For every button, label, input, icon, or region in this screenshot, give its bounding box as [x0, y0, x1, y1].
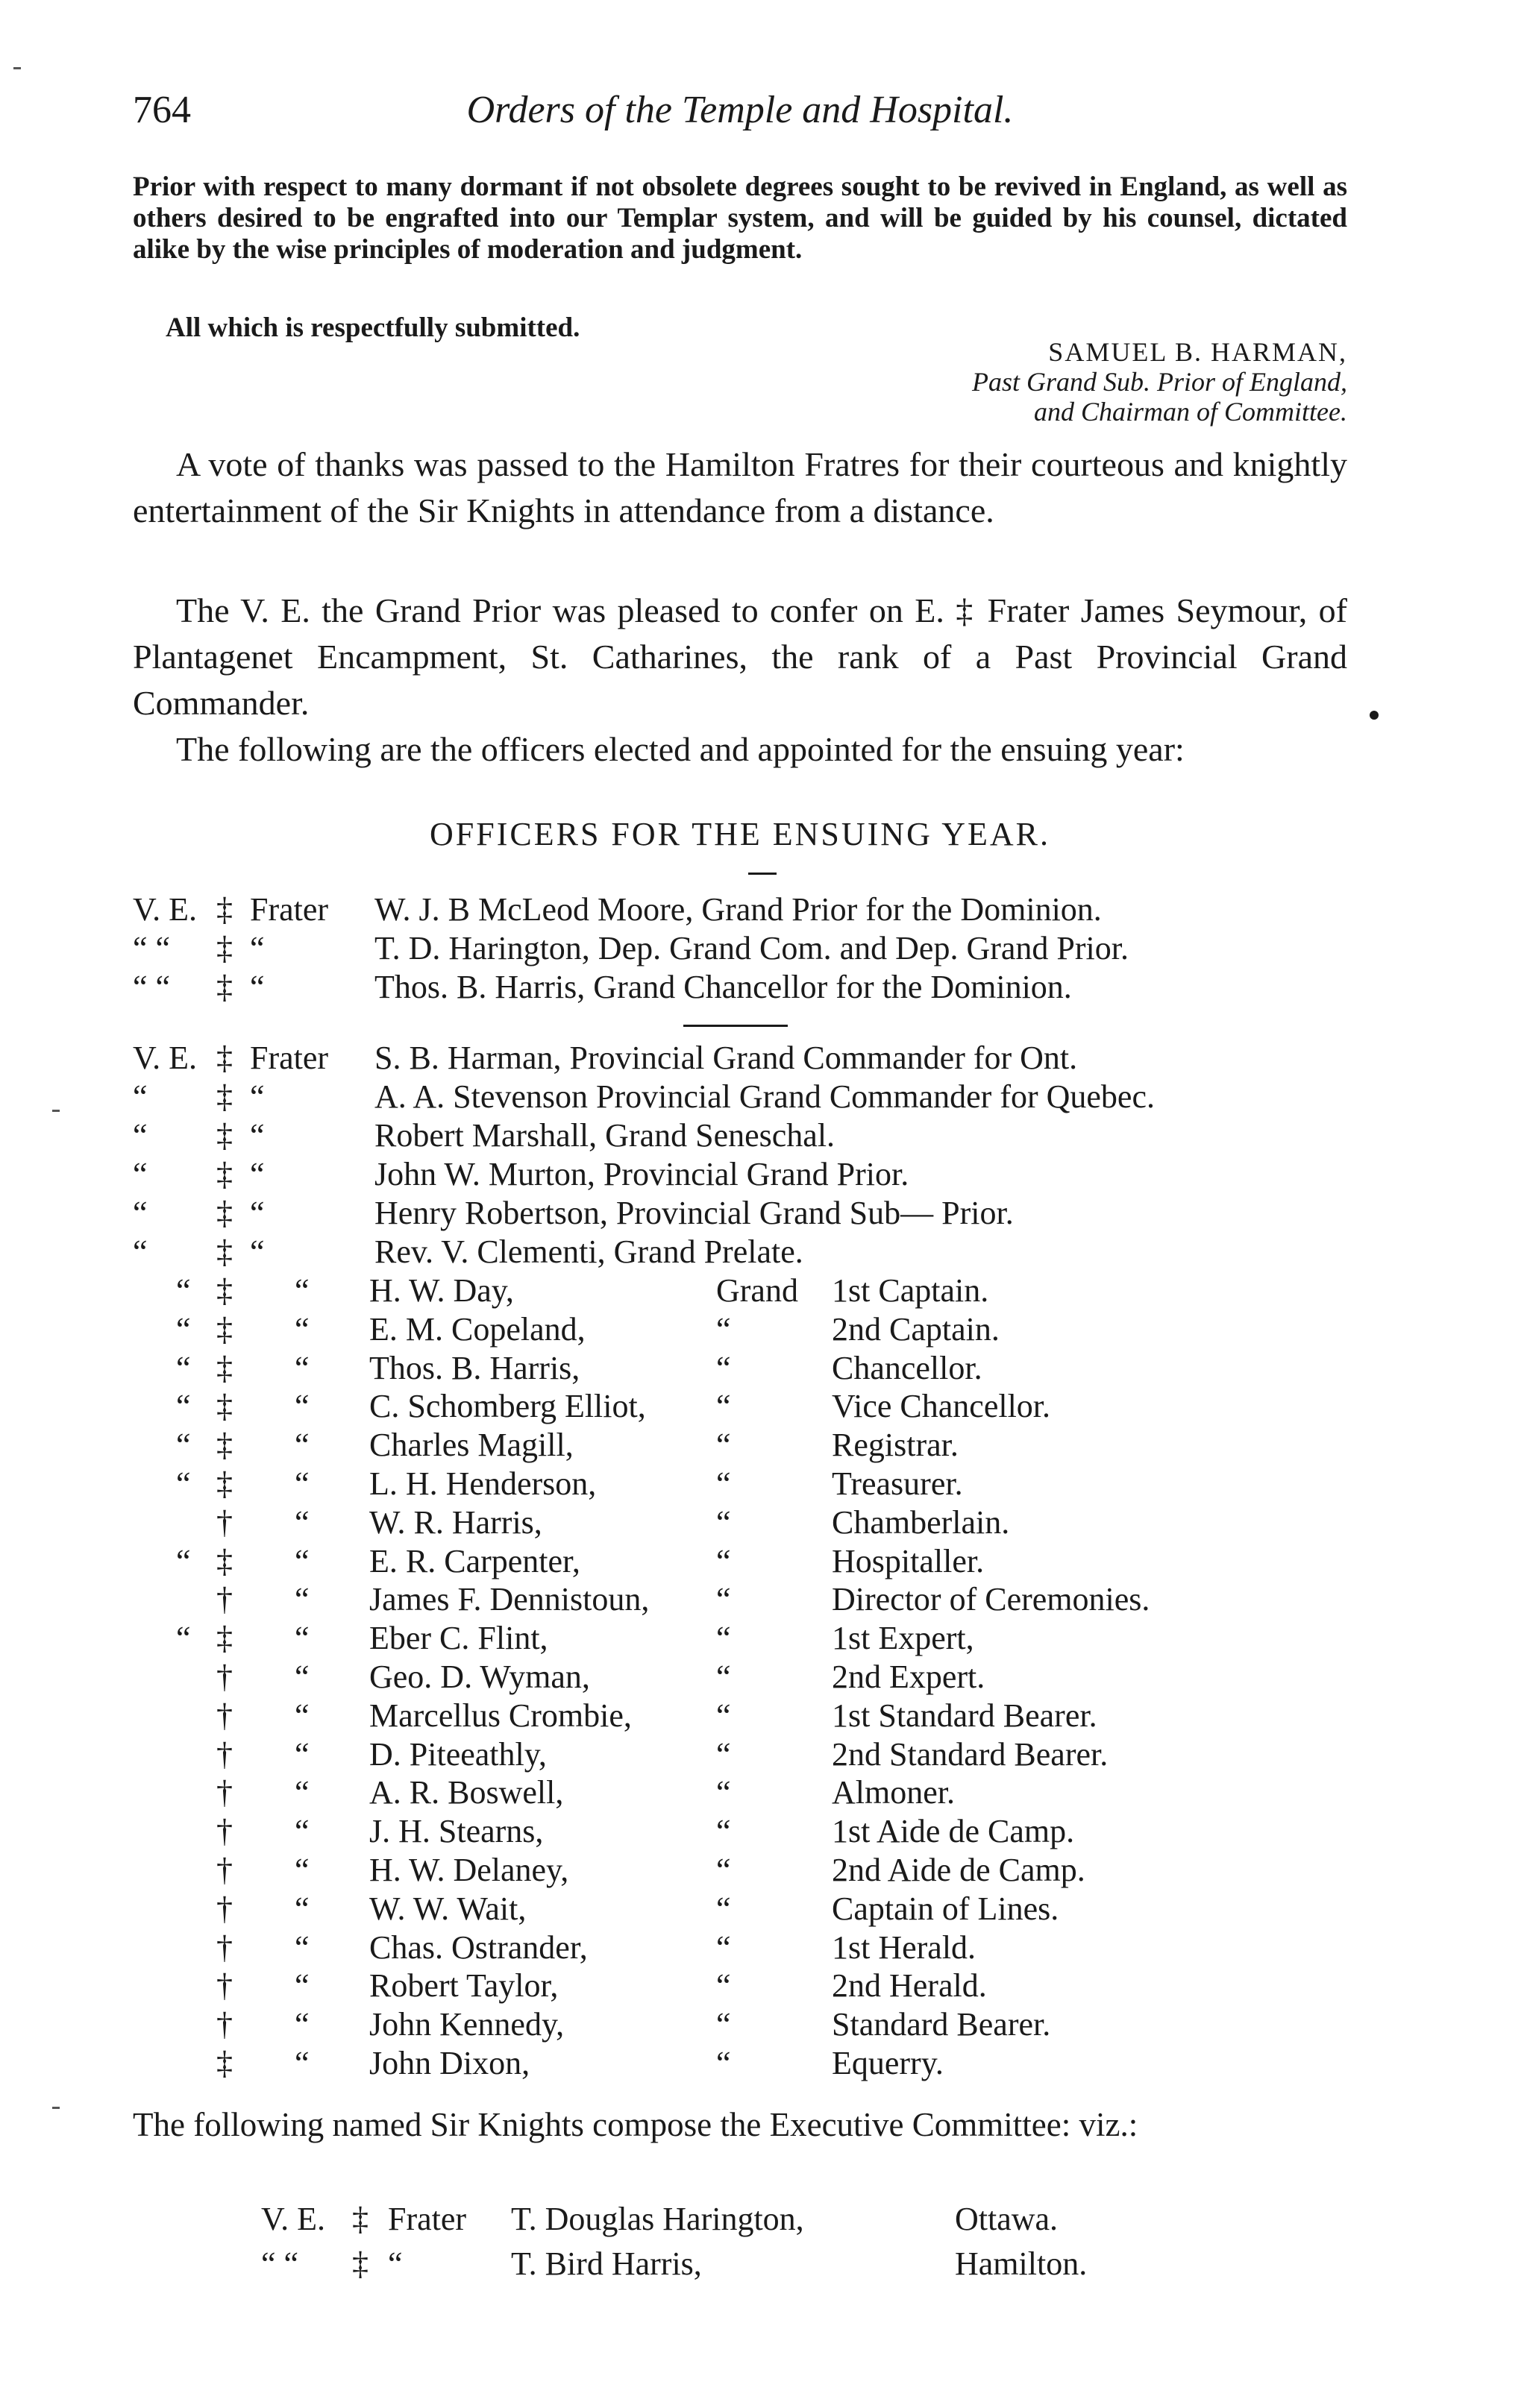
frater-label: “ — [295, 1813, 310, 1850]
frater-label: “ — [250, 969, 265, 1005]
officer-name: A. R. Boswell, — [369, 1774, 564, 1811]
honorific: “ — [176, 1349, 191, 1386]
member-place: Ottawa. — [955, 2201, 1059, 2237]
list-item — [0, 1619, 1530, 1658]
office-title: Vice Chancellor. — [832, 1388, 1051, 1425]
cross-mark: ‡ — [216, 969, 233, 1005]
frater-label: “ — [295, 1735, 310, 1773]
ditto-mark: “ — [716, 1852, 731, 1888]
cross-mark: † — [216, 1928, 233, 1966]
officer-name: Henry Robertson, Provincial Grand Sub— Prior. — [374, 1195, 1014, 1231]
office-title: Chamberlain. — [832, 1503, 1010, 1541]
section-heading: OFFICERS FOR THE ENSUING YEAR. — [430, 816, 1050, 852]
cross-mark: † — [216, 1503, 233, 1541]
list-item — [0, 1851, 1530, 1890]
list-item — [0, 1928, 1530, 1967]
list-item — [0, 1465, 1530, 1503]
officer-name: Rev. V. Clementi, Grand Prelate. — [374, 1233, 803, 1270]
honorific: “ — [176, 1542, 191, 1579]
cross-mark: † — [216, 1659, 233, 1695]
officer-name: W. W. Wait, — [369, 1890, 527, 1927]
officer-name: S. B. Harman, Provincial Grand Commander for Ont. — [374, 1040, 1078, 1076]
signatory-role: and Chairman of Committee. — [1034, 397, 1347, 427]
list-item — [0, 1155, 1530, 1194]
ditto-mark: “ — [716, 1659, 731, 1695]
cross-mark: † — [216, 1852, 233, 1888]
officer-name: Thos. B. Harris, Grand Chancellor for the Dominion. — [374, 969, 1072, 1005]
ditto-mark: “ — [716, 1967, 731, 2005]
office-title: Almoner. — [832, 1774, 955, 1811]
office-title: Treasurer. — [832, 1465, 963, 1502]
ditto-mark: “ — [716, 1928, 731, 1966]
ditto-mark: “ — [716, 1890, 731, 1927]
list-item — [0, 1658, 1530, 1697]
frater-label: “ — [295, 1310, 310, 1348]
page-header — [133, 88, 1347, 148]
frater-label: “ — [295, 1774, 310, 1811]
officer-name: A. A. Stevenson Provincial Grand Commander for Quebec. — [374, 1078, 1155, 1115]
officer-name: E. M. Copeland, — [369, 1310, 586, 1348]
cross-mark: ‡ — [216, 1233, 233, 1270]
print-speck — [1370, 711, 1379, 720]
frater-label: “ — [295, 1659, 310, 1695]
frater-label: “ — [295, 2006, 310, 2043]
frater-label: “ — [388, 2245, 403, 2282]
frater-label: “ — [295, 1272, 310, 1309]
honorific: “ “ — [261, 2245, 299, 2282]
list-item — [0, 2005, 1530, 2044]
ditto-mark: “ — [716, 2045, 731, 2081]
office-title: Hospitaller. — [832, 1542, 985, 1579]
honorific: “ — [176, 1272, 191, 1309]
cross-mark: ‡ — [216, 1078, 233, 1115]
officer-name: Robert Marshall, Grand Seneschal. — [374, 1117, 835, 1154]
officer-name: John W. Murton, Provincial Grand Prior. — [374, 1156, 909, 1192]
cross-mark: ‡ — [216, 1310, 233, 1348]
frater-label: “ — [295, 1890, 310, 1927]
list-item — [0, 1812, 1530, 1851]
frater-label: “ — [250, 1078, 265, 1115]
office-title: Chancellor. — [832, 1349, 982, 1386]
list-item — [0, 1735, 1530, 1774]
list-item — [0, 1426, 1530, 1465]
frater-label: “ — [295, 1388, 310, 1425]
list-item — [0, 968, 1530, 1007]
list-item — [0, 1078, 1530, 1116]
cross-mark: ‡ — [352, 2245, 369, 2282]
cross-mark: ‡ — [216, 1427, 233, 1464]
frater-label: “ — [295, 1503, 310, 1541]
frater-label: “ — [250, 1156, 265, 1192]
cross-mark: † — [216, 1967, 233, 2005]
cross-mark: † — [216, 2006, 233, 2043]
ditto-mark: “ — [716, 1735, 731, 1773]
office-title: 1st Herald. — [832, 1928, 976, 1966]
office-title: 2nd Expert. — [832, 1659, 985, 1695]
list-item — [0, 1271, 1530, 1310]
cross-mark: ‡ — [216, 1465, 233, 1502]
margin-mark — [52, 2107, 60, 2109]
continued-paragraph: Prior with respect to many dormant if not obsolete degrees sought to be revived in England, as well as others desired to be engrafted into our Templar system, and will be guided by his counsel, dictated alike by the wise principles of moderation and judgment. — [133, 172, 1347, 265]
cross-mark: ‡ — [216, 1388, 233, 1425]
frater-label: “ — [295, 1581, 310, 1618]
honorific: “ — [176, 1465, 191, 1502]
signatory-name: SAMUEL B. HARMAN, — [1048, 337, 1347, 367]
member-name: T. Douglas Harington, — [511, 2201, 804, 2237]
honorific: “ — [176, 1388, 191, 1425]
office-title: Director of Ceremonies. — [832, 1581, 1150, 1618]
office-title: Captain of Lines. — [832, 1890, 1059, 1927]
honorific: V. E. — [133, 891, 197, 928]
cross-mark: † — [216, 1735, 233, 1773]
frater-label: “ — [250, 930, 265, 966]
officer-name: Chas. Ostrander, — [369, 1928, 588, 1966]
list-item — [0, 1542, 1530, 1581]
frater-label: “ — [250, 1117, 265, 1154]
officer-name: H. W. Day, — [369, 1272, 514, 1309]
ditto-mark: “ — [716, 1465, 731, 1502]
frater-label: Frater — [250, 891, 329, 928]
list-item — [0, 1773, 1530, 1812]
divider-rule — [683, 1025, 788, 1027]
frater-label: “ — [295, 1465, 310, 1502]
cross-mark: ‡ — [216, 930, 233, 966]
honorific: “ “ — [133, 930, 171, 966]
office-title: Registrar. — [832, 1427, 959, 1464]
list-item — [0, 890, 1530, 929]
list-item — [0, 1194, 1530, 1233]
list-item — [0, 1387, 1530, 1426]
honorific: “ — [176, 1427, 191, 1464]
following-paragraph: The following are the officers elected and appointed for the ensuing year: — [176, 730, 1185, 768]
page-number: 764 — [133, 89, 191, 131]
list-item — [0, 1310, 1530, 1349]
cross-mark: ‡ — [216, 1272, 233, 1309]
cross-mark: ‡ — [352, 2201, 369, 2237]
cross-mark: ‡ — [216, 1542, 233, 1579]
officer-name: Thos. B. Harris, — [369, 1349, 580, 1386]
ditto-mark: “ — [716, 1427, 731, 1464]
short-rule — [748, 873, 777, 875]
ditto-mark: “ — [716, 2006, 731, 2043]
member-place: Hamilton. — [955, 2245, 1088, 2282]
officer-name: Marcellus Crombie, — [369, 1697, 632, 1734]
ditto-mark: “ — [716, 1542, 731, 1579]
rank-paragraph: The V. E. the Grand Prior was pleased to confer on E. ‡ Frater James Seymour, of Plantagenet Encampment, St. Catharines, the rank of a Past Provincial Grand Commander. — [133, 591, 1347, 722]
margin-mark — [52, 1110, 60, 1112]
ditto-mark: “ — [716, 1581, 731, 1618]
office-title: Equerry. — [832, 2045, 944, 2081]
honorific: “ — [133, 1078, 148, 1115]
cross-mark: ‡ — [216, 891, 233, 928]
cross-mark: † — [216, 1774, 233, 1811]
member-name: T. Bird Harris, — [511, 2245, 702, 2282]
honorific: V. E. — [133, 1040, 197, 1076]
ditto-mark: “ — [716, 1349, 731, 1386]
signatory-title: Past Grand Sub. Prior of England, — [971, 367, 1347, 397]
honorific: “ — [176, 1620, 191, 1657]
officer-name: Geo. D. Wyman, — [369, 1659, 590, 1695]
office-title: 2nd Standard Bearer. — [832, 1735, 1109, 1773]
ditto-mark: Grand — [716, 1272, 798, 1309]
cross-mark: ‡ — [216, 1195, 233, 1231]
list-item — [0, 1967, 1530, 2005]
officer-name: D. Piteeathly, — [369, 1735, 547, 1773]
honorific: V. E. — [261, 2201, 325, 2237]
running-title: Orders of the Temple and Hospital. — [466, 89, 1014, 131]
honorific: “ — [176, 1310, 191, 1348]
ditto-mark: “ — [716, 1697, 731, 1734]
list-item — [0, 1580, 1530, 1619]
list-item — [0, 1349, 1530, 1388]
cross-mark: † — [216, 1581, 233, 1618]
cross-mark: ‡ — [216, 1040, 233, 1076]
list-item — [0, 1503, 1530, 1542]
office-title: 1st Aide de Camp. — [832, 1813, 1075, 1850]
ditto-mark: “ — [716, 1774, 731, 1811]
officer-name: Charles Magill, — [369, 1427, 574, 1464]
frater-label: “ — [295, 1427, 310, 1464]
ditto-mark: “ — [716, 1813, 731, 1850]
officer-name: H. W. Delaney, — [369, 1852, 569, 1888]
office-title: Standard Bearer. — [832, 2006, 1051, 2043]
office-title: 1st Expert, — [832, 1620, 974, 1657]
office-title: 2nd Herald. — [832, 1967, 987, 2005]
frater-label: “ — [295, 1967, 310, 2005]
cross-mark: † — [216, 1697, 233, 1734]
officer-name: Eber C. Flint, — [369, 1620, 548, 1657]
office-title: 2nd Aide de Camp. — [832, 1852, 1085, 1888]
honorific: “ — [133, 1117, 148, 1154]
officer-name: W. R. Harris, — [369, 1503, 542, 1541]
submitted-line: All which is respectfully submitted. — [166, 312, 580, 343]
office-title: 1st Captain. — [832, 1272, 989, 1309]
margin-mark — [13, 67, 21, 69]
frater-label: “ — [295, 1697, 310, 1734]
cross-mark: ‡ — [216, 1620, 233, 1657]
officer-name: E. R. Carpenter, — [369, 1542, 580, 1579]
thanks-paragraph: A vote of thanks was passed to the Hamilton Fratres for their courteous and knightly entertainment of the Sir Knights in attendance from a distance. — [133, 445, 1347, 529]
officer-name: C. Schomberg Elliot, — [369, 1388, 646, 1425]
honorific: “ — [133, 1156, 148, 1192]
list-item — [0, 2200, 1530, 2239]
list-item — [0, 1890, 1530, 1928]
office-title: 2nd Captain. — [832, 1310, 1000, 1348]
frater-label: “ — [250, 1195, 265, 1231]
signature-block — [972, 337, 1347, 427]
officer-name: John Dixon, — [369, 2045, 530, 2081]
officer-name: L. H. Henderson, — [369, 1465, 597, 1502]
ditto-mark: “ — [716, 1388, 731, 1425]
committee-intro: The following named Sir Knights compose the Executive Committee: viz.: — [133, 2106, 1138, 2143]
list-item — [0, 2245, 1530, 2283]
cross-mark: ‡ — [216, 1117, 233, 1154]
cross-mark: † — [216, 1890, 233, 1927]
frater-label: “ — [295, 1620, 310, 1657]
frater-label: “ — [295, 2045, 310, 2081]
cross-mark: ‡ — [216, 1349, 233, 1386]
frater-label: “ — [295, 1928, 310, 1966]
list-item — [0, 1697, 1530, 1735]
officer-name: James F. Dennistoun, — [369, 1581, 650, 1618]
officer-name: J. H. Stearns, — [369, 1813, 544, 1850]
cross-mark: ‡ — [216, 1156, 233, 1192]
list-item — [0, 1039, 1530, 1078]
honorific: “ “ — [133, 969, 171, 1005]
frater-label: “ — [250, 1233, 265, 1270]
frater-label: Frater — [250, 1040, 329, 1076]
officer-name: T. D. Harington, Dep. Grand Com. and Dep. Grand Prior. — [374, 930, 1129, 966]
list-item — [0, 1233, 1530, 1271]
frater-label: “ — [295, 1542, 310, 1579]
officer-name: John Kennedy, — [369, 2006, 565, 2043]
list-item — [0, 1116, 1530, 1155]
office-title: 1st Standard Bearer. — [832, 1697, 1097, 1734]
honorific: “ — [133, 1233, 148, 1270]
frater-label: “ — [295, 1852, 310, 1888]
frater-label: “ — [295, 1349, 310, 1386]
frater-label: Frater — [388, 2201, 467, 2237]
officer-name: W. J. B McLeod Moore, Grand Prior for the Dominion. — [374, 891, 1102, 928]
ditto-mark: “ — [716, 1310, 731, 1348]
list-item — [0, 2044, 1530, 2083]
honorific: “ — [133, 1195, 148, 1231]
ditto-mark: “ — [716, 1503, 731, 1541]
cross-mark: † — [216, 1813, 233, 1850]
list-item — [0, 929, 1530, 968]
officer-name: Robert Taylor, — [369, 1967, 559, 2005]
ditto-mark: “ — [716, 1620, 731, 1657]
cross-mark: ‡ — [216, 2045, 233, 2081]
